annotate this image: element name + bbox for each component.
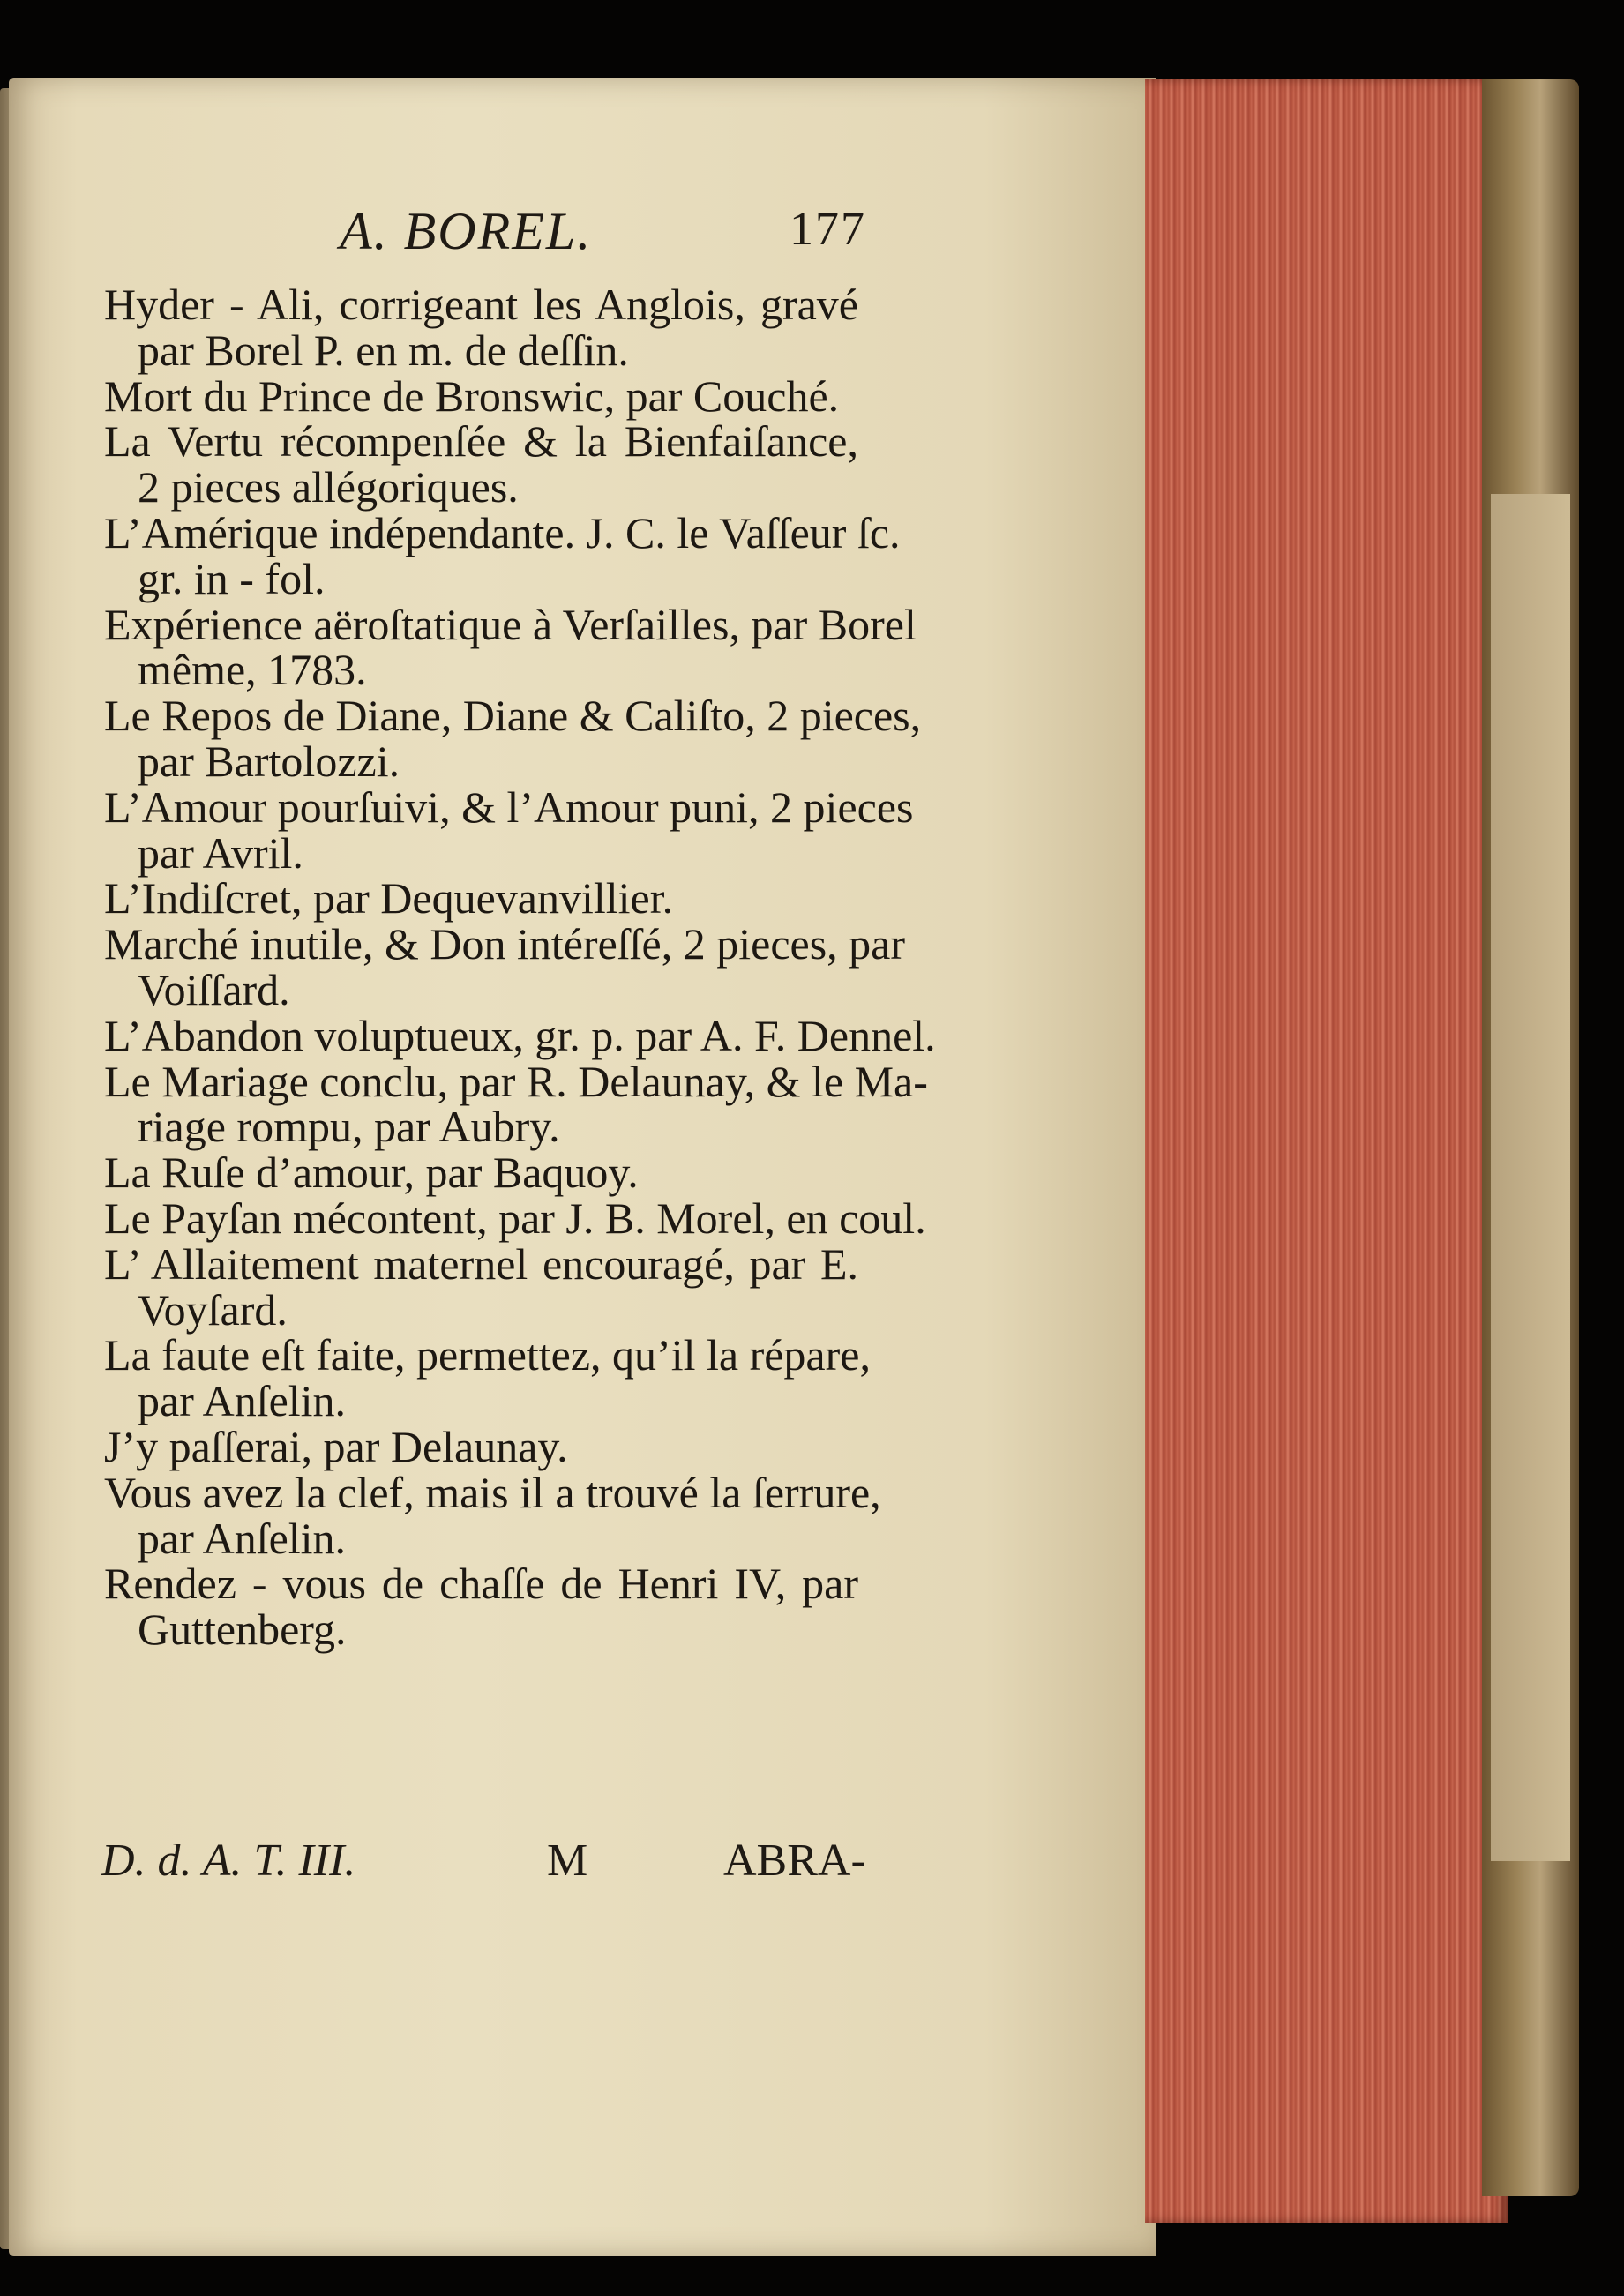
text-line: Le Payſan mécontent, par J. B. Morel, en coul. <box>104 1193 926 1243</box>
text-line: riage rompu, par Aubry. <box>138 1102 560 1152</box>
text-line: par Bartolozzi. <box>138 736 400 786</box>
text-line: Guttenberg. <box>138 1604 347 1655</box>
text-line: La Ruſe d’amour, par Baquoy. <box>104 1148 639 1198</box>
text-line: Hyder - Ali, corrigeant les Anglois, gravé <box>104 280 858 329</box>
text-line: Voyſard. <box>138 1284 288 1335</box>
page-edges <box>1145 79 1508 2223</box>
text-line: L’Amérique indépendante. J. C. le Vaſſeur ſc. <box>104 507 901 557</box>
body-text <box>104 280 936 1655</box>
text-line: Marché inutile, & Don intéreſſé, 2 pieces, par <box>104 919 906 969</box>
gathering-mark: M <box>547 1836 588 1886</box>
text-line: même, 1783. <box>138 645 367 695</box>
text-line: Rendez - vous de chaſſe de Henri IV, par <box>104 1559 858 1609</box>
text-line: L’ Allaitement maternel encouragé, par E. <box>104 1238 858 1289</box>
page-number: 177 <box>790 202 866 255</box>
catchword: ABRA- <box>723 1836 866 1886</box>
text-line: par Anſelin. <box>138 1513 347 1563</box>
text-line: L’Abandon voluptueux, gr. p. par A. F. Dennel. <box>104 1010 936 1060</box>
text-line: par Anſelin. <box>138 1376 347 1426</box>
text-line: Mort du Prince de Bronswic, par Couché. <box>104 370 840 421</box>
text-line: J’y paſſerai, par Delaunay. <box>104 1421 568 1471</box>
text-line: par Avril. <box>138 827 303 878</box>
text-line: Le Repos de Diane, Diane & Caliſto, 2 pieces, <box>104 691 922 741</box>
text-line: Expérience aëroſtatique à Verſailles, par Borel <box>104 599 917 649</box>
text-line: La Vertu récompenſée & la Bienfaiſance, <box>104 416 858 467</box>
text-line: 2 pieces allégoriques. <box>138 462 519 512</box>
text-line: L’Indiſcret, par Dequevanvillier. <box>104 873 674 924</box>
text-line: La faute eſt faite, permettez, qu’il la répare, <box>104 1330 871 1380</box>
text-line: L’Amour pourſuivi, & l’Amour puni, 2 pieces <box>104 782 914 832</box>
text-line: Vous avez la clef, mais il a trouvé la ſerrure, <box>104 1467 881 1517</box>
text-line: gr. in - fol. <box>138 553 326 603</box>
text-line: par Borel P. en m. de deſſin. <box>138 325 629 375</box>
text-line: Le Mariage conclu, par R. Delaunay, & le Ma- <box>104 1056 928 1106</box>
cover-highlight <box>1491 494 1570 1861</box>
running-head: A. BOREL. <box>340 202 593 260</box>
signature-mark: D. d. A. T. III. <box>101 1836 356 1886</box>
text-line: Voiſſard. <box>138 964 290 1014</box>
